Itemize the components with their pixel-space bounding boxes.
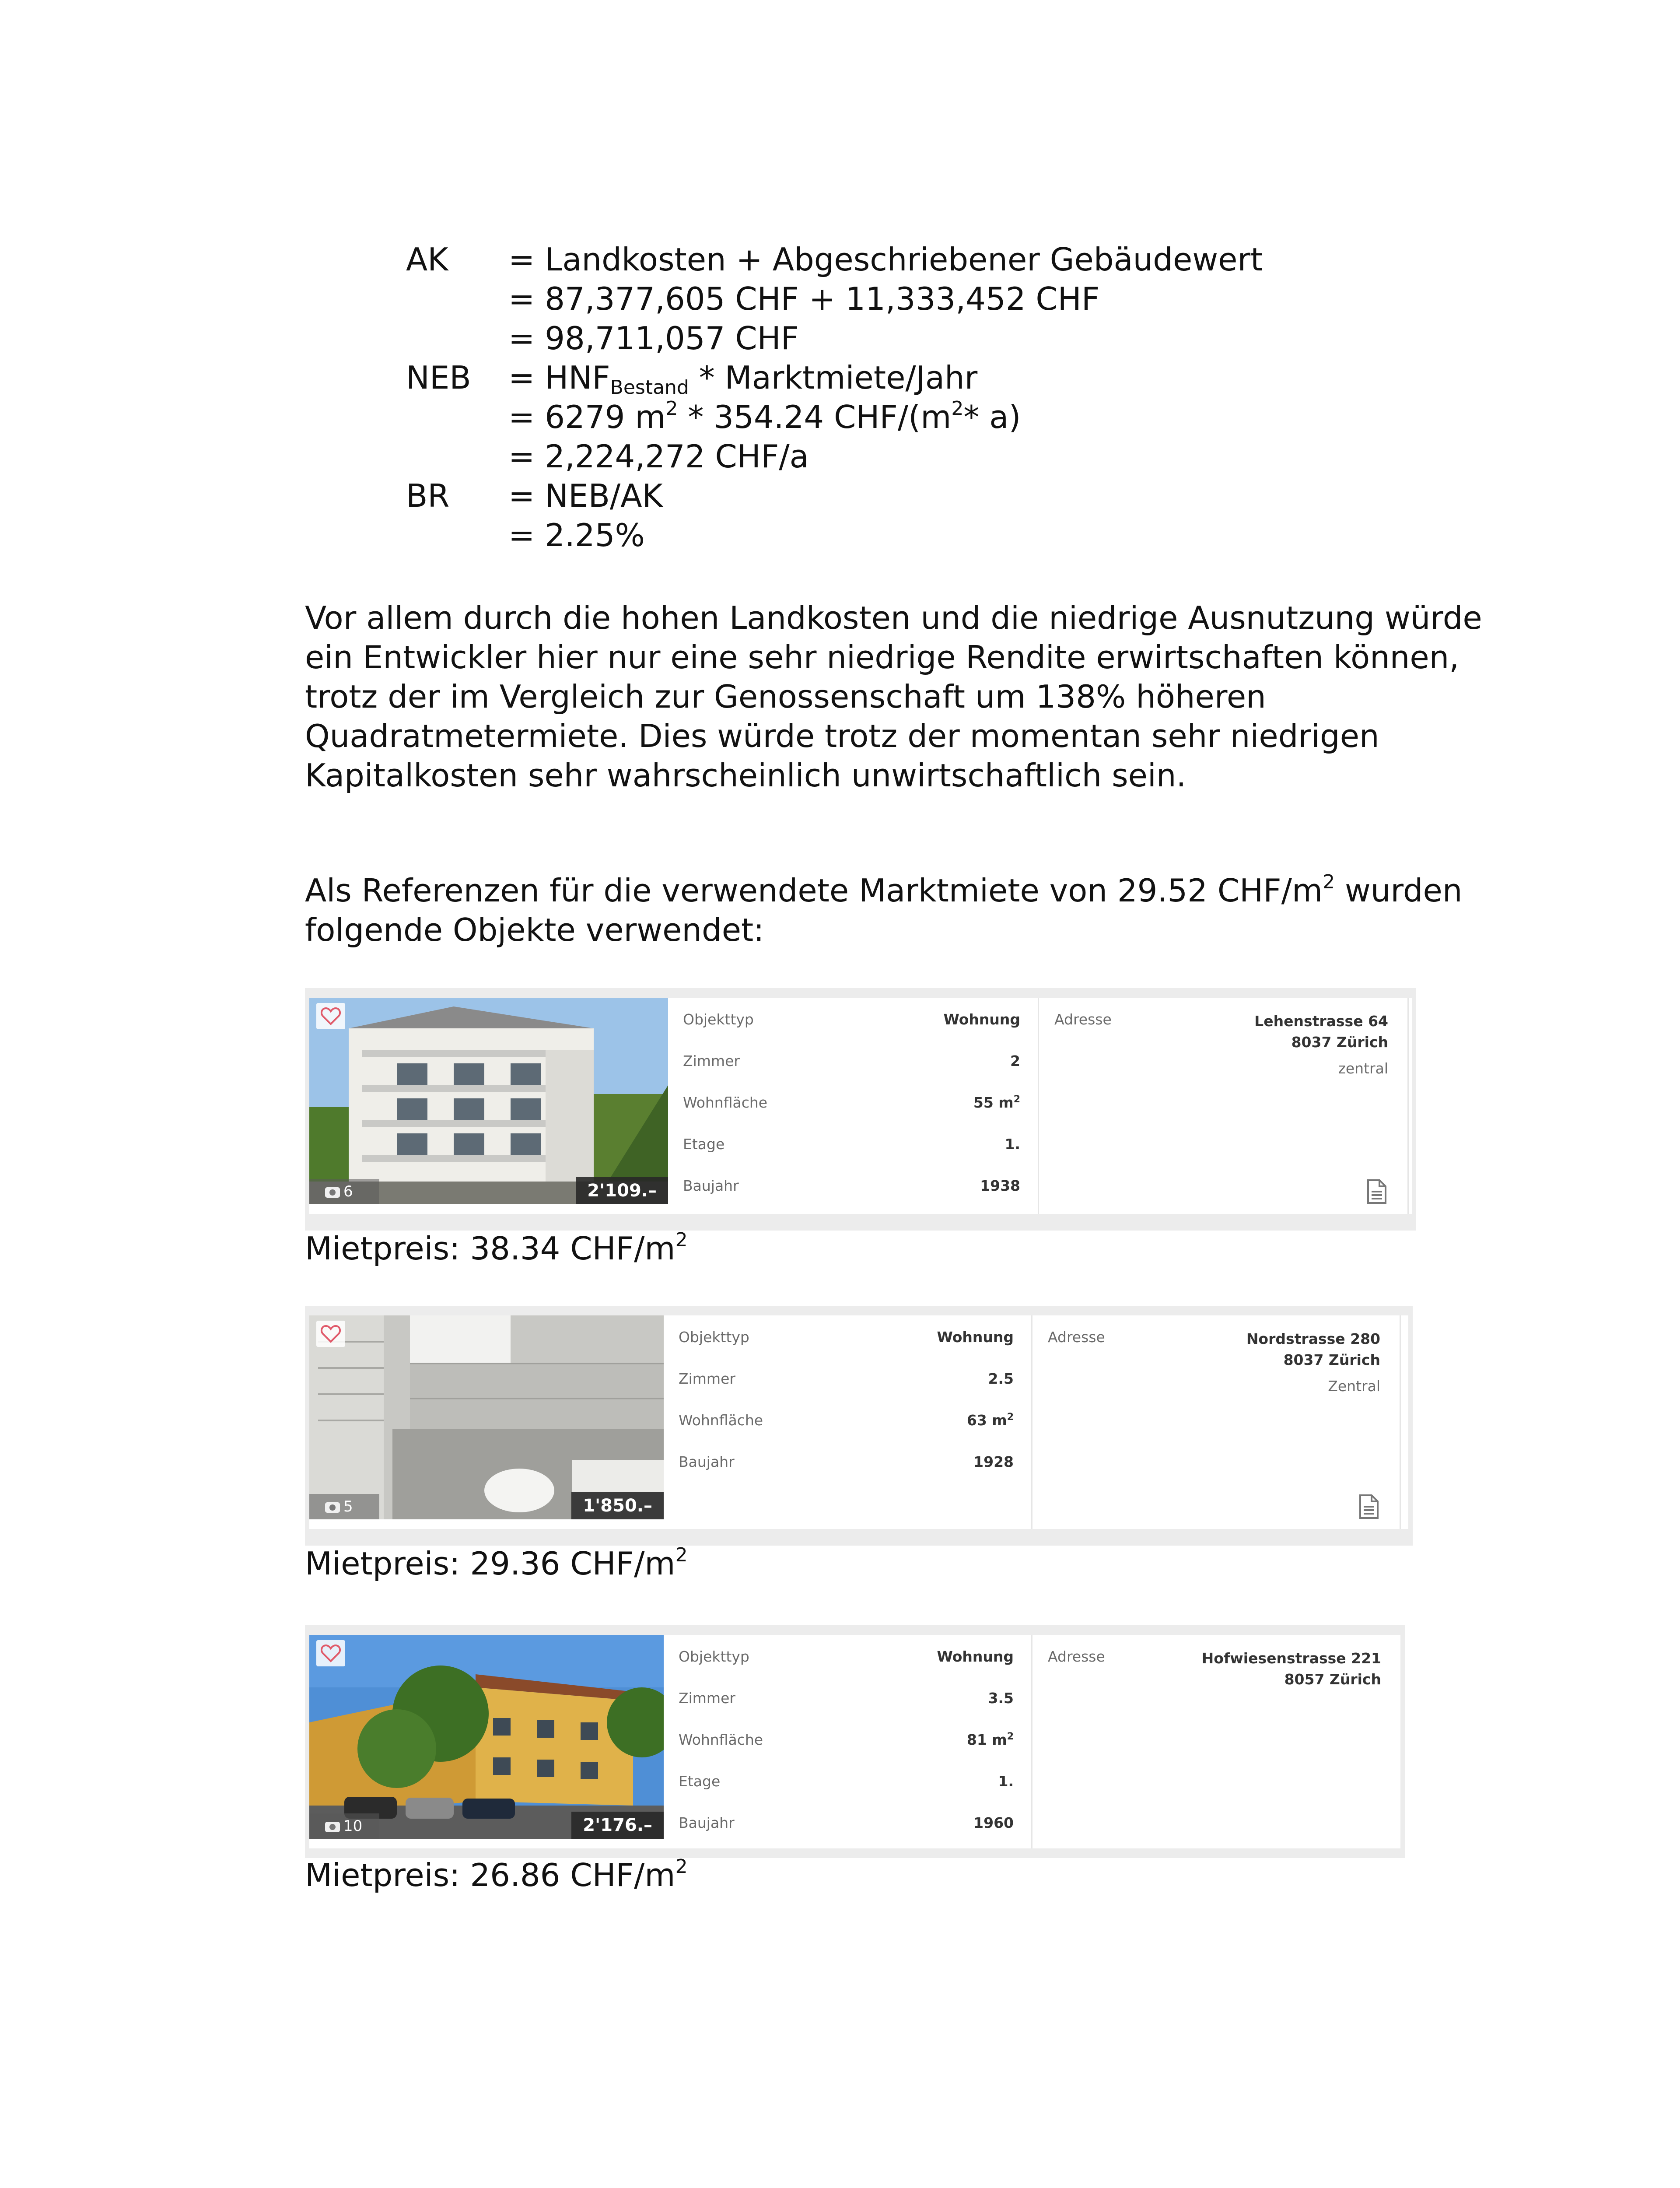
detail-value: 1.: [1004, 1136, 1020, 1153]
detail-label: Etage: [679, 1773, 721, 1790]
listing-details: [668, 998, 1039, 1214]
listing-photo[interactable]: [309, 1635, 664, 1839]
detail-label: Objekttyp: [683, 1011, 754, 1028]
favorite-button[interactable]: [316, 1321, 345, 1347]
listing-price: 2'109.–: [576, 1177, 668, 1204]
formula-expression: = $HNF_{Bestand}$ * Marktmiete/Jahr: [508, 359, 978, 399]
detail-row: [668, 1052, 1038, 1070]
listing-address: [1031, 1635, 1400, 1848]
formula-label: NEB: [406, 359, 471, 396]
detail-row: [668, 1011, 1038, 1028]
formula-expression: = 6279 $m^2 * 354.24$ CHF/($m^2*$ a): [508, 397, 1021, 435]
detail-label: Objekttyp: [679, 1329, 749, 1346]
heart-icon: [320, 1324, 341, 1343]
detail-row: [668, 1177, 1038, 1195]
listing-details: [664, 1635, 1032, 1848]
detail-label: Baujahr: [683, 1177, 739, 1194]
body-paragraph: Vor allem durch die hohen Landkosten und die niedrige Ausnutzung würde ein Entwickler hier nur eine sehr niedrige Rendite erwirtschaften können, trotz der im Vergleich zur Genossenschaft um 138% höheren Quadratmetermiete. Dies würde trotz der momentan sehr niedrigen Kapitalkosten sehr wahrscheinlich unwirtschaftlich sein.: [305, 600, 1482, 794]
photo-count-badge: [309, 1813, 379, 1839]
detail-label: Zimmer: [679, 1370, 735, 1387]
detail-value: Wohnung: [937, 1329, 1014, 1346]
listing-address: [1038, 998, 1409, 1214]
formula-expression: = 2.25%: [508, 517, 645, 554]
formula-expression: = 98,711,057 CHF: [508, 320, 799, 357]
listing-photo[interactable]: [309, 1315, 664, 1519]
detail-label: Baujahr: [679, 1814, 735, 1831]
formula-row: [406, 279, 1456, 319]
detail-row: [664, 1453, 1031, 1471]
listing-card[interactable]: [305, 988, 1416, 1231]
rent-per-sqm: Mietpreis: 38.34 CHF/$m^2$: [305, 1229, 688, 1267]
address-street: Lehenstrasse 64: [1254, 1013, 1388, 1030]
detail-value: 2.5: [988, 1370, 1014, 1387]
photo-count: 6: [343, 1183, 353, 1200]
address-value: [1246, 1329, 1380, 1371]
detail-label: Etage: [683, 1136, 725, 1153]
detail-label: Baujahr: [679, 1453, 735, 1470]
formula-row: [406, 319, 1456, 358]
detail-row: [664, 1690, 1031, 1707]
detail-value: 81 $m^2$: [966, 1731, 1014, 1748]
listing-card[interactable]: [305, 1306, 1413, 1546]
detail-row: [664, 1648, 1031, 1666]
listing-price: 1'850.–: [571, 1492, 664, 1519]
detail-value: Wohnung: [943, 1011, 1020, 1028]
listing-details: [664, 1315, 1032, 1529]
detail-value: 2: [1010, 1052, 1020, 1069]
favorite-button[interactable]: [316, 1640, 345, 1666]
formula-row: [406, 358, 1456, 397]
address-city: 8037 Zürich: [1283, 1351, 1380, 1368]
references-intro: Als Referenzen für die verwendete Marktmiete von 29.52 CHF/$m^2$ wurden folgende Objekte verwendet:: [305, 871, 1463, 948]
formula-row: [406, 476, 1456, 515]
camera-icon: [325, 1502, 340, 1513]
document-icon[interactable]: [1366, 1179, 1387, 1204]
camera-icon: [325, 1822, 340, 1832]
detail-row: [664, 1814, 1031, 1832]
photo-count-badge: [309, 1494, 379, 1519]
detail-label: Objekttyp: [679, 1648, 749, 1665]
detail-label: Zimmer: [683, 1052, 740, 1069]
detail-label: Wohnfläche: [679, 1731, 763, 1748]
formula-expression: = 87,377,605 CHF + 11,333,452 CHF: [508, 281, 1100, 317]
rent-per-sqm: Mietpreis: 29.36 CHF/$m^2$: [305, 1544, 688, 1582]
rent-per-sqm: Mietpreis: 26.86 CHF/$m^2$: [305, 1855, 688, 1893]
formula-row: [406, 240, 1456, 279]
detail-value: 1960: [973, 1814, 1014, 1831]
address-city: 8057 Zürich: [1284, 1671, 1381, 1688]
listing-price: 2'176.–: [571, 1812, 664, 1839]
listing-photo[interactable]: [309, 998, 668, 1204]
photo-count: 10: [343, 1817, 363, 1835]
address-street: Nordstrasse 280: [1246, 1330, 1380, 1347]
location-zone: zentral: [1338, 1060, 1388, 1077]
detail-row: [664, 1412, 1031, 1429]
address-label: Adresse: [1048, 1648, 1105, 1665]
address-street: Hofwiesenstrasse 221: [1201, 1650, 1381, 1667]
detail-label: Wohnfläche: [683, 1094, 768, 1111]
formula-expression: = NEB/AK: [508, 477, 663, 514]
listing-address: [1031, 1315, 1401, 1529]
listing-card[interactable]: [305, 1625, 1405, 1858]
detail-label: Wohnfläche: [679, 1412, 763, 1429]
detail-value: 1938: [980, 1177, 1020, 1194]
detail-value: 63 $m^2$: [966, 1412, 1014, 1429]
address-city: 8037 Zürich: [1291, 1034, 1388, 1051]
formula-row: [406, 437, 1456, 476]
address-value: [1202, 1648, 1381, 1690]
favorite-button[interactable]: [316, 1003, 345, 1029]
formula-expression: = Landkosten + Abgeschriebener Gebäudewert: [508, 241, 1263, 278]
camera-icon: [325, 1187, 340, 1198]
document-icon[interactable]: [1358, 1494, 1379, 1519]
detail-label: Zimmer: [679, 1690, 735, 1707]
detail-row: [664, 1370, 1031, 1388]
address-label: Adresse: [1054, 1011, 1112, 1028]
detail-value: 3.5: [988, 1690, 1014, 1707]
detail-value: 1928: [973, 1453, 1014, 1470]
heart-icon: [320, 1006, 341, 1026]
formula-block: [406, 240, 1456, 555]
detail-row: [668, 1136, 1038, 1153]
photo-count: 5: [343, 1498, 353, 1515]
detail-row: [664, 1731, 1031, 1749]
detail-value: Wohnung: [937, 1648, 1014, 1665]
detail-value: 1.: [998, 1773, 1014, 1790]
detail-row: [668, 1094, 1038, 1112]
location-zone: Zentral: [1328, 1378, 1380, 1395]
formula-row: [406, 515, 1456, 555]
heart-icon: [320, 1644, 341, 1663]
photo-count-badge: [309, 1179, 379, 1204]
formula-label: AK: [406, 241, 448, 278]
address-label: Adresse: [1048, 1329, 1105, 1346]
formula-row: [406, 397, 1456, 437]
address-value: [1254, 1011, 1388, 1053]
formula-expression: = 2,224,272 CHF/a: [508, 438, 809, 475]
formula-label: BR: [406, 477, 450, 514]
detail-row: [664, 1773, 1031, 1790]
detail-value: 55 $m^2$: [973, 1094, 1020, 1111]
detail-row: [664, 1329, 1031, 1346]
